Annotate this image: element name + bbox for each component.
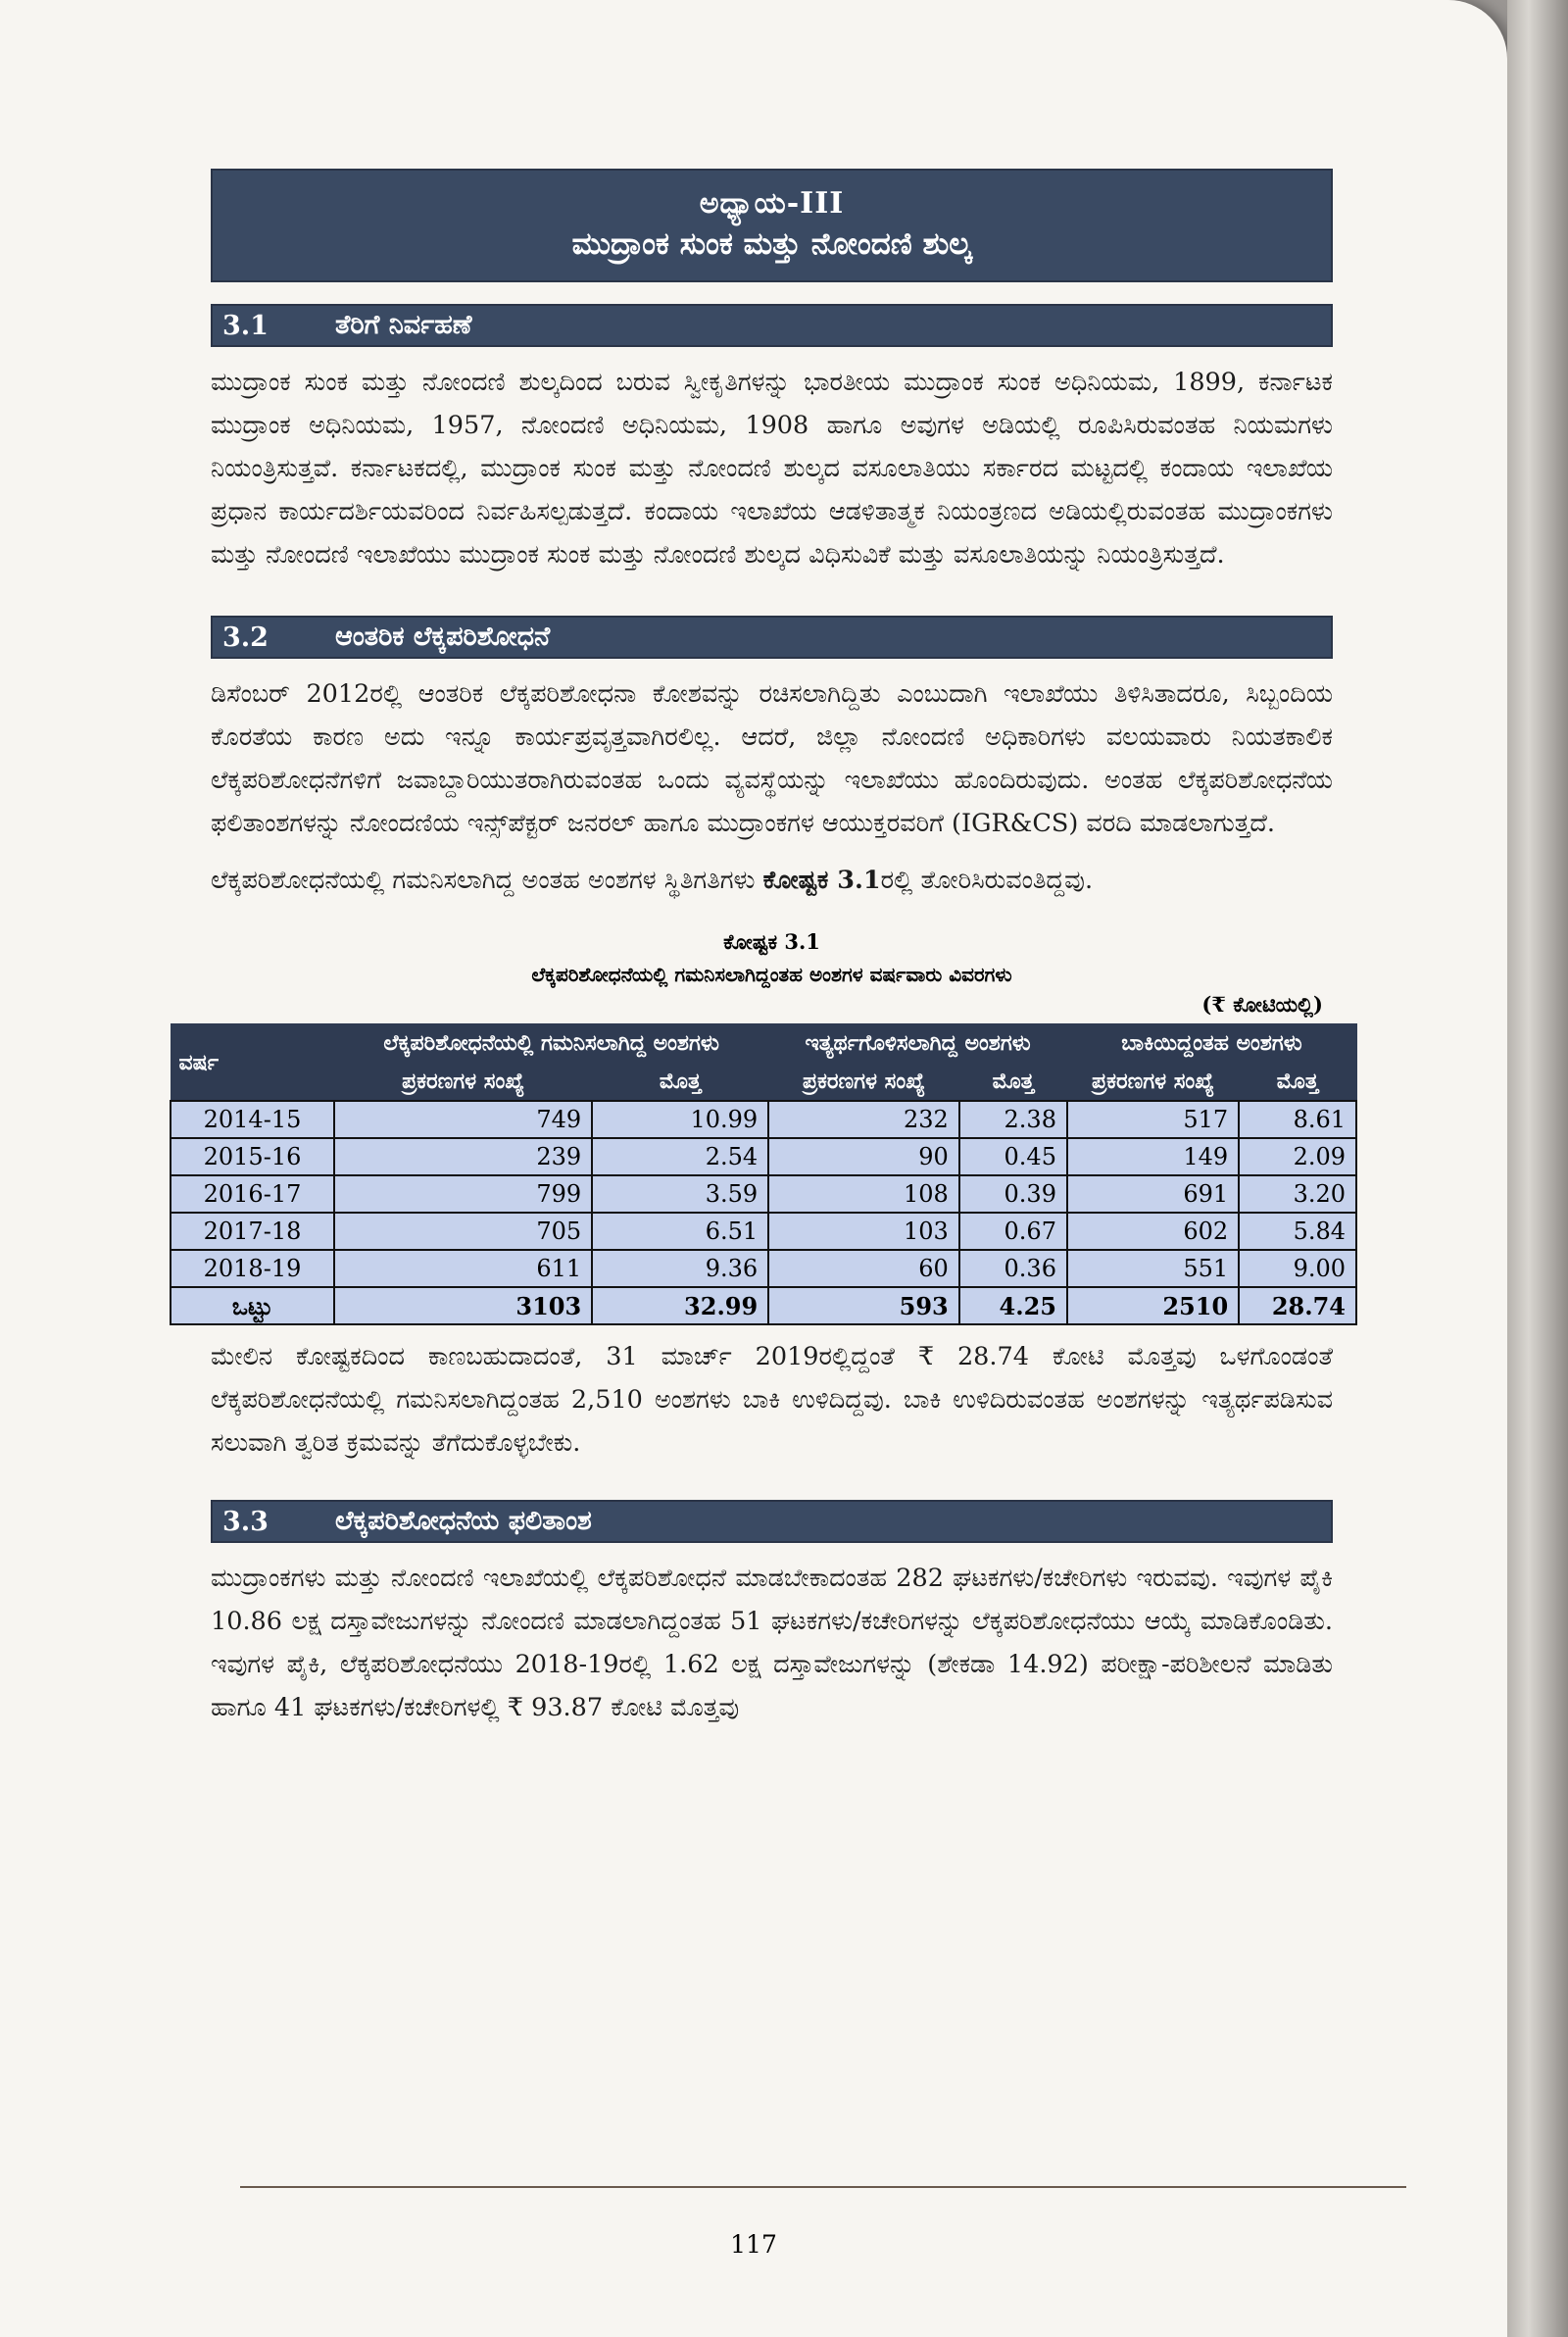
cell-bal-amount: 28.74 xyxy=(1239,1287,1356,1324)
table-row xyxy=(171,1138,1356,1175)
section-3-2-paragraph-2 xyxy=(211,859,1333,902)
cell-bal-cases: 2510 xyxy=(1067,1287,1239,1324)
cell-obs-cases: 749 xyxy=(334,1101,592,1138)
cell-set-cases: 593 xyxy=(768,1287,959,1324)
para-text: ಲೆಕ್ಕಪರಿಶೋಧನೆಯಲ್ಲಿ ಗಮನಿಸಲಾಗಿದ್ದ ಅಂತಹ ಅಂಶಗಳ ಸ್ಥಿತಿಗತಿಗಳು xyxy=(211,866,763,895)
table-caption: ಕೋಷ್ಟಕ 3.1 xyxy=(723,929,820,954)
cell-set-cases: 108 xyxy=(768,1175,959,1213)
header-cases: ಪ್ರಕರಣಗಳ ಸಂಖ್ಯೆ xyxy=(1067,1063,1239,1102)
chapter-label: ಅಧ್ಯಾಯ-III xyxy=(699,186,845,221)
cell-set-cases: 103 xyxy=(768,1213,959,1250)
cell-bal-cases: 691 xyxy=(1067,1175,1239,1213)
cell-year: 2016-17 xyxy=(171,1175,334,1213)
section-3-3-header xyxy=(211,1500,1333,1543)
cell-obs-cases: 611 xyxy=(334,1250,592,1287)
cell-obs-amount: 32.99 xyxy=(592,1287,768,1324)
cell-bal-cases: 602 xyxy=(1067,1213,1239,1250)
section-3-2-header xyxy=(211,616,1333,659)
header-amount: ಮೊತ್ತ xyxy=(959,1063,1067,1102)
cell-obs-amount: 10.99 xyxy=(592,1101,768,1138)
cell-obs-amount: 6.51 xyxy=(592,1213,768,1250)
header-year: ವರ್ಷ xyxy=(171,1024,334,1102)
after-table-paragraph: ಮೇಲಿನ ಕೋಷ್ಟಕದಿಂದ ಕಾಣಬಹುದಾದಂತೆ, 31 ಮಾರ್ಚ್ 2019ರಲ್ಲಿದ್ದಂತೆ ₹ 28.74 ಕೋಟಿ ಮೊತ್ತವು ಒಳಗೊಂಡಂತೆ ಲೆಕ್ಕಪರಿಶೋಧನೆಯಲ್ಲಿ ಗಮನಿಸಲಾಗಿದ್ದಂತಹ 2,510 ಅಂಶಗಳು ಬಾಕಿ ಉಳಿದಿದ್ದವು. ಬಾಕಿ ಉಳಿದಿರುವಂತಹ ಅಂಶಗಳನ್ನು ಇತ್ಯರ್ಥಪಡಿಸುವ ಸಲುವಾಗಿ ತ್ವರಿತ ಕ್ರಮವನ್ನು ತೆಗೆದುಕೊಳ್ಳಬೇಕು. xyxy=(211,1342,1333,1458)
cell-obs-cases: 239 xyxy=(334,1138,592,1175)
cell-bal-cases: 551 xyxy=(1067,1250,1239,1287)
table-row xyxy=(171,1101,1356,1138)
cell-obs-cases: 799 xyxy=(334,1175,592,1213)
cell-bal-amount: 3.20 xyxy=(1239,1175,1356,1213)
cell-year: 2014-15 xyxy=(171,1101,334,1138)
header-settled: ಇತ್ಯರ್ಥಗೊಳಿಸಲಾಗಿದ್ದ ಅಂಶಗಳು xyxy=(768,1024,1067,1063)
cell-obs-amount: 2.54 xyxy=(592,1138,768,1175)
page-number: 117 xyxy=(730,2230,777,2259)
cell-set-amount: 0.45 xyxy=(959,1138,1067,1175)
section-3-2-paragraph-1: ಡಿಸೆಂಬರ್ 2012ರಲ್ಲಿ ಆಂತರಿಕ ಲೆಕ್ಕಪರಿಶೋಧನಾ ಕೋಶವನ್ನು ರಚಿಸಲಾಗಿದ್ದಿತು ಎಂಬುದಾಗಿ ಇಲಾಖೆಯು ತಿಳಿಸಿತಾದರೂ, ಸಿಬ್ಬಂದಿಯ ಕೊರತೆಯ ಕಾರಣ ಅದು ಇನ್ನೂ ಕಾರ್ಯಪ್ರವೃತ್ತವಾಗಿರಲಿಲ್ಲ. ಆದರೆ, ಜಿಲ್ಲಾ ನೋಂದಣಿ ಅಧಿಕಾರಿಗಳು ವಲಯವಾರು ನಿಯತಕಾಲಿಕ ಲೆಕ್ಕಪರಿಶೋಧನೆಗಳಿಗೆ ಜವಾಬ್ದಾರಿಯುತರಾಗಿರುವಂತಹ ಒಂದು ವ್ಯವಸ್ಥೆಯನ್ನು ಇಲಾಖೆಯು ಹೊಂದಿರುವುದು. ಅಂತಹ ಲೆಕ್ಕಪರಿಶೋಧನೆಯ ಫಲಿತಾಂಶಗಳನ್ನು ನೋಂದಣಿಯ ಇನ್ಸ್‌ಪೆಕ್ಟರ್ ಜನರಲ್ ಹಾಗೂ ಮುದ್ರಾಂಕಗಳ ಆಯುಕ್ತರವರಿಗೆ (IGR&CS) ವರದಿ ಮಾಡಲಾಗುತ್ತದೆ. xyxy=(211,679,1333,838)
section-title: ಆಂತರಿಕ ಲೆಕ್ಕಪರಿಶೋಧನೆ xyxy=(335,622,551,652)
cell-set-cases: 60 xyxy=(768,1250,959,1287)
cell-bal-cases: 517 xyxy=(1067,1101,1239,1138)
table-row xyxy=(171,1250,1356,1287)
table-reference: ಕೋಷ್ಟಕ 3.1 xyxy=(762,866,881,895)
cell-year: ಒಟ್ಟು xyxy=(171,1287,334,1324)
cell-set-amount: 0.39 xyxy=(959,1175,1067,1213)
cell-bal-amount: 8.61 xyxy=(1239,1101,1356,1138)
cell-set-cases: 232 xyxy=(768,1101,959,1138)
header-cases: ಪ್ರಕರಣಗಳ ಸಂಖ್ಯೆ xyxy=(334,1063,592,1102)
cell-obs-cases: 3103 xyxy=(334,1287,592,1324)
footer-rule xyxy=(240,2186,1406,2188)
chapter-title: ಮುದ್ರಾಂಕ ಸುಂಕ ಮತ್ತು ನೋಂದಣಿ ಶುಲ್ಕ xyxy=(571,226,972,262)
section-number: 3.1 xyxy=(222,310,269,341)
page-content xyxy=(178,169,1346,1729)
cell-set-amount: 4.25 xyxy=(959,1287,1067,1324)
chapter-header xyxy=(211,169,1333,282)
para-text: ರಲ್ಲಿ ತೋರಿಸಿರುವಂತಿದ್ದವು. xyxy=(880,866,1094,895)
header-observed: ಲೆಕ್ಕಪರಿಶೋಧನೆಯಲ್ಲಿ ಗಮನಿಸಲಾಗಿದ್ದ ಅಂಶಗಳು xyxy=(334,1024,768,1063)
table-unit: (₹ ಕೋಟಿಯಲ್ಲಿ) xyxy=(1201,992,1323,1017)
cell-obs-cases: 705 xyxy=(334,1213,592,1250)
header-balance: ಬಾಕಿಯಿದ್ದಂತಹ ಅಂಶಗಳು xyxy=(1067,1024,1356,1063)
table-subtitle: ಲೆಕ್ಕಪರಿಶೋಧನೆಯಲ್ಲಿ ಗಮನಿಸಲಾಗಿದ್ದಂತಹ ಅಂಶಗಳ ವರ್ಷವಾರು ವಿವರಗಳು xyxy=(531,963,1012,986)
section-title: ತೆರಿಗೆ ನಿರ್ವಹಣೆ xyxy=(335,310,472,340)
cell-bal-amount: 2.09 xyxy=(1239,1138,1356,1175)
section-title: ಲೆಕ್ಕಪರಿಶೋಧನೆಯ ಫಲಿತಾಂಶ xyxy=(335,1506,592,1536)
header-amount: ಮೊತ್ತ xyxy=(592,1063,768,1102)
cell-year: 2017-18 xyxy=(171,1213,334,1250)
cell-obs-amount: 9.36 xyxy=(592,1250,768,1287)
section-3-1-header xyxy=(211,304,1333,347)
book-page-edges xyxy=(1507,0,1568,2337)
table-total-row xyxy=(171,1287,1356,1324)
cell-bal-cases: 149 xyxy=(1067,1138,1239,1175)
cell-set-cases: 90 xyxy=(768,1138,959,1175)
cell-year: 2018-19 xyxy=(171,1250,334,1287)
cell-set-amount: 0.67 xyxy=(959,1213,1067,1250)
cell-bal-amount: 5.84 xyxy=(1239,1213,1356,1250)
cell-set-amount: 0.36 xyxy=(959,1250,1067,1287)
table-row xyxy=(171,1175,1356,1213)
section-3-1-paragraph: ಮುದ್ರಾಂಕ ಸುಂಕ ಮತ್ತು ನೋಂದಣಿ ಶುಲ್ಕದಿಂದ ಬರುವ ಸ್ವೀಕೃತಿಗಳನ್ನು ಭಾರತೀಯ ಮುದ್ರಾಂಕ ಸುಂಕ ಅಧಿನಿಯಮ, 1899, ಕರ್ನಾಟಕ ಮುದ್ರಾಂಕ ಅಧಿನಿಯಮ, 1957, ನೋಂದಣಿ ಅಧಿನಿಯಮ, 1908 ಹಾಗೂ ಅವುಗಳ ಅಡಿಯಲ್ಲಿ ರೂಪಿಸಿರುವಂತಹ ನಿಯಮಗಳು ನಿಯಂತ್ರಿಸುತ್ತವೆ. ಕರ್ನಾಟಕದಲ್ಲಿ, ಮುದ್ರಾಂಕ ಸುಂಕ ಮತ್ತು ನೋಂದಣಿ ಶುಲ್ಕದ ವಸೂಲಾತಿಯು ಸರ್ಕಾರದ ಮಟ್ಟದಲ್ಲಿ ಕಂದಾಯ ಇಲಾಖೆಯ ಪ್ರಧಾನ ಕಾರ್ಯದರ್ಶಿಯವರಿಂದ ನಿರ್ವಹಿಸಲ್ಪಡುತ್ತದೆ. ಕಂದಾಯ ಇಲಾಖೆಯ ಆಡಳಿತಾತ್ಮಕ ನಿಯಂತ್ರಣದ ಅಡಿಯಲ್ಲಿರುವಂತಹ ಮುದ್ರಾಂಕಗಳು ಮತ್ತು ನೋಂದಣಿ ಇಲಾಖೆಯು ಮುದ್ರಾಂಕ ಸುಂಕ ಮತ್ತು ನೋಂದಣಿ ಶುಲ್ಕದ ವಿಧಿಸುವಿಕೆ ಮತ್ತು ವಸೂಲಾತಿಯನ್ನು ನಿಯಂತ್ರಿಸುತ್ತದೆ. xyxy=(211,368,1333,570)
cell-year: 2015-16 xyxy=(171,1138,334,1175)
table-row xyxy=(171,1213,1356,1250)
header-cases: ಪ್ರಕರಣಗಳ ಸಂಖ್ಯೆ xyxy=(768,1063,959,1102)
header-amount: ಮೊತ್ತ xyxy=(1239,1063,1356,1102)
section-number: 3.2 xyxy=(222,622,269,653)
section-number: 3.3 xyxy=(222,1506,269,1537)
cell-set-amount: 2.38 xyxy=(959,1101,1067,1138)
cell-obs-amount: 3.59 xyxy=(592,1175,768,1213)
cell-bal-amount: 9.00 xyxy=(1239,1250,1356,1287)
section-3-3-paragraph: ಮುದ್ರಾಂಕಗಳು ಮತ್ತು ನೋಂದಣಿ ಇಲಾಖೆಯಲ್ಲಿ ಲೆಕ್ಕಪರಿಶೋಧನೆ ಮಾಡಬೇಕಾದಂತಹ 282 ಘಟಕಗಳು/ಕಚೇರಿಗಳು ಇರುವವು. ಇವುಗಳ ಪೈಕಿ 10.86 ಲಕ್ಷ ದಸ್ತಾವೇಜುಗಳನ್ನು ನೋಂದಣಿ ಮಾಡಲಾಗಿದ್ದಂತಹ 51 ಘಟಕಗಳು/ಕಚೇರಿಗಳನ್ನು ಲೆಕ್ಕಪರಿಶೋಧನೆಯು ಆಯ್ಕೆ ಮಾಡಿಕೊಂಡಿತು. ಇವುಗಳ ಪೈಕಿ, ಲೆಕ್ಕಪರಿಶೋಧನೆಯು 2018-19ರಲ್ಲಿ 1.62 ಲಕ್ಷ ದಸ್ತಾವೇಜುಗಳನ್ನು (ಶೇಕಡಾ 14.92) ಪರೀಕ್ಷಾ-ಪರಿಶೀಲನೆ ಮಾಡಿತು ಹಾಗೂ 41 ಘಟಕಗಳು/ಕಚೇರಿಗಳಲ್ಲಿ ₹ 93.87 ಕೋಟಿ ಮೊತ್ತವು xyxy=(211,1564,1333,1722)
data-table xyxy=(170,1023,1357,1325)
